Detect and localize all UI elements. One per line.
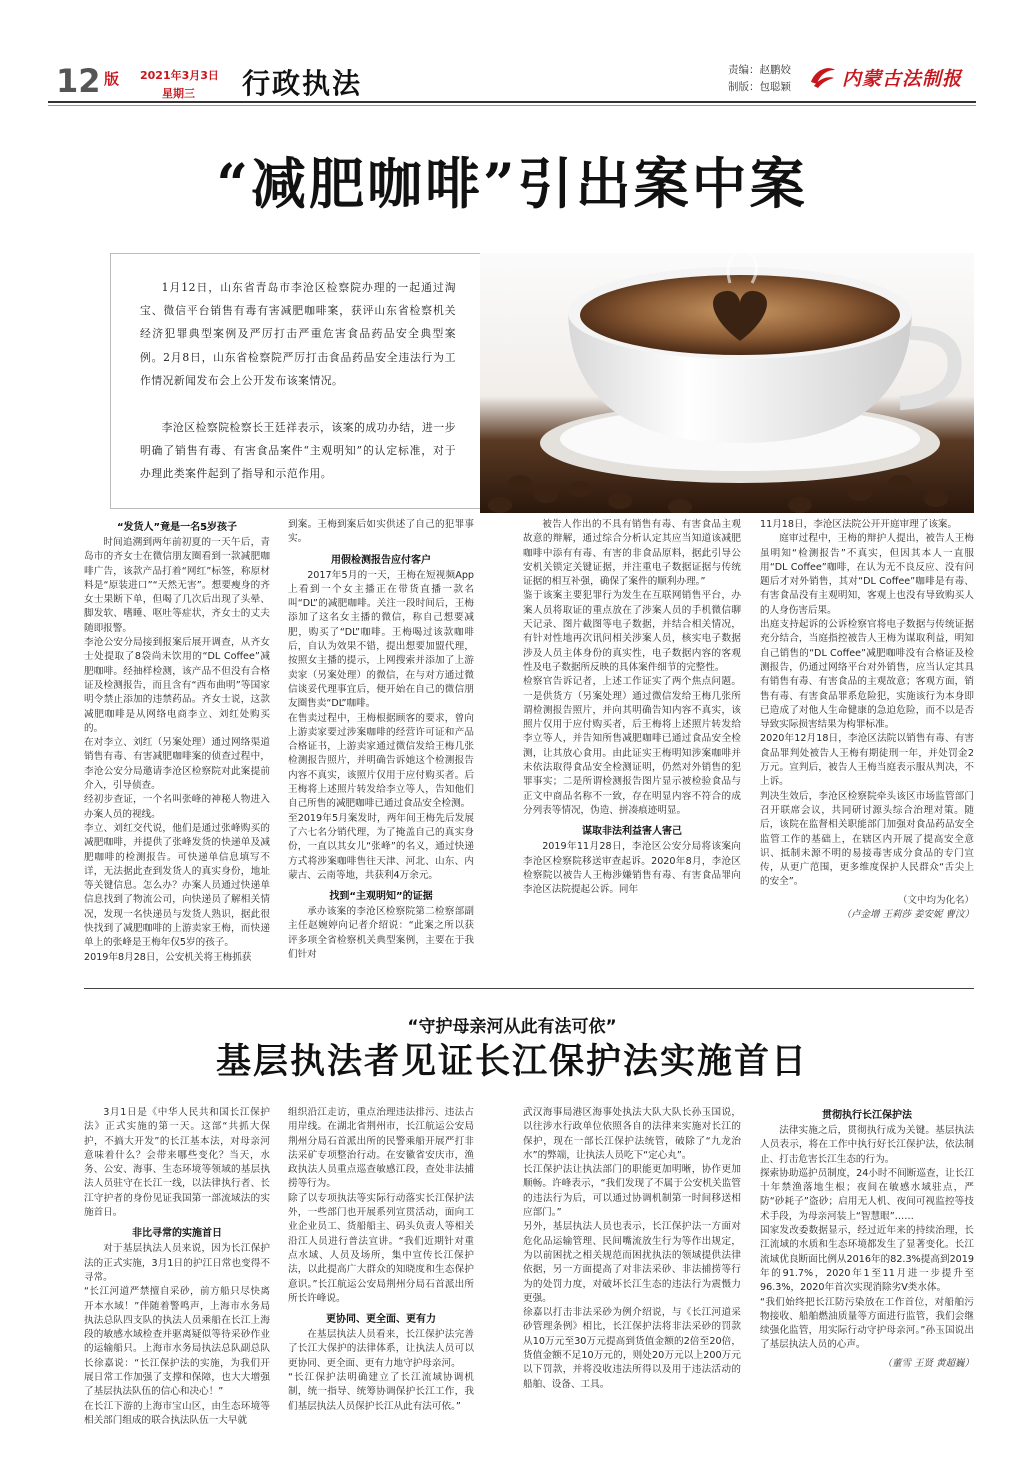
body-text: 对于基层执法人员来说，因为长江保护法的正式实施，3月1日的护江日常也变得不寻常。 “长江河道严禁擅自采砂，前方船只尽快离开本水域！”伴随着警鸣声，上海市水务局执法总队四支队的执法人员乘船在长江上海段的敏感水域检查并驱离疑似等待采砂作业的运输船只。上海市水务局执法总队副总队长徐嘉说：“长江保护法的实施，为我们开展日常工作加强了支撑和保障，也大大增强了基层执法队伍的信心和决心！” 在长江下游的上海市宝山区，由生态环境等相关部门组成的联合执法队伍一大早就 (84, 1243, 270, 1426)
lead-paragraph-1: 1月12日，山东省青岛市李沧区检察院办理的一起通过淘宝、微信平台销售有毒有害减肥咖啡案，获评山东省检察机关经济犯罪典型案例及严厉打击严重危害食品药品安全典型案例。2月8日，山东省检察院严厉打击食品药品安全违法行为工作情况新闻发布会上公开发布该案情况。 (140, 281, 456, 387)
subheading: 非比寻常的实施首日 (132, 1228, 222, 1240)
header-weekday: 星期三 (162, 87, 195, 100)
body-text: 到案。王梅到案后如实供述了自己的犯罪事实。 (288, 519, 474, 545)
body-text: 11月18日，李沧区法院公开开庭审理了该案。 (760, 519, 958, 530)
page-number-suffix: 版 (104, 70, 120, 88)
article1-column-1 (84, 518, 270, 972)
header-rule-thin (48, 105, 976, 106)
header-producer: 制版：包聪颖 (728, 81, 791, 93)
article2-column-2 (288, 1106, 474, 1444)
subheading: 谋取非法利益害人害己 (582, 826, 682, 838)
article2-title: 基层执法者见证长江保护法实施首日 (215, 1041, 808, 1082)
body-text: 2017年5月的一天，王梅在短视频App上看到一个女主播正在带货直播一款名叫“DL”的减肥咖啡。关注一段时间后，王梅添加了这名女主播的微信，称自己想要减肥，购买了“DL”咖啡。王梅喝过该款咖啡后，自认为效果不错，提出想要加盟代理，按照女主播的提示，上网搜索并添加了上游卖家（另案处理）的微信，在与对方通过微信谈妥代理事宜后，便开始在自己的微信朋友圈售卖“DL”咖啡。 在售卖过程中，王梅根据顾客的要求，曾向上游卖家要过涉案咖啡的经营许可证和产品合格证书，上游卖家通过微信发给王梅几张检测报告照片，并明确告诉她这个检测报告内容不真实，该照片仅用于应付购买者。后王梅将上述照片转发给李立等人，告知他们自己所售的减肥咖啡已通过食品安全检测。 至2019年5月案发时，两年间王梅先后发展了六七名分销代理，为了掩盖自己的真实身份，一直以其女儿“张峰”的名义，通过快递方式将涉案咖啡售往天津、河北、山东、内蒙古、云南等地，共获利4万余元。 (288, 569, 474, 881)
subheading: 找到“主观明知”的证据 (329, 891, 433, 903)
body-text: 武汉海事局港区海事处执法大队大队长孙玉国说，以往涉水行政单位依照各自的法律来实施对长江的保护，现在一部长江保护法统管，破除了“九龙治水”的弊端，让执法人员吃下“定心丸”。 长江保护法让执法部门的职能更加明晰，协作更加顺畅。许峰表示，“我们发现了不属于公安机关监管的违法行为后，可以通过协调机制第一时间移送相应部门。” 另外，基层执法人员也表示，长江保护法一方面对危化品运输管理、民间嘴流放生行为等作出规定，为以前困扰之相关规范而困扰执法的领域提供法律依据，另一方面提高了对非法采砂、非法捕捞等行为的处罚力度，对破坏长江生态的违法行为震慑力更强。 徐嘉以打击非法采砂为例介绍说，与《长江河道采砂管理条例》相比，长江保护法将非法采砂的罚款从10万元至30万元提高到货值金额的2倍至20倍，货值金额不足10万元的，则处20万元以上200万元以下罚款，并将没收违法所得以及用于违法活动的船舶、设备、工具。 (523, 1107, 741, 1390)
article1-column-3 (523, 518, 741, 972)
article2-kicker: “守护母亲河从此有法可依” (407, 1017, 617, 1037)
subheading: 更协同、更全面、更有力 (326, 1314, 436, 1326)
header-date: 2021年3月3日 (140, 69, 219, 82)
article2-byline: （董雪 王贤 黄超巍） (882, 1357, 974, 1369)
body-text: 时间追溯到两年前初夏的一天午后，青岛市的齐女士在微信朋友圈看到一款减肥咖啡广告，该款产品打着“网红”标签，称原材料是“原装进口”“天然无害”。想要瘦身的齐女士果断下单，但喝了几次后出现了头晕、脚发软、嗜睡、呕吐等症状，齐女士的丈夫随即报警。 李沧公安分局接到报案后展开调查，从齐女士处提取了8袋尚未饮用的“DL Coffee”减肥咖啡。经抽样检测，该产品不但没有合格证及检测报告，而且含有“西布曲明”等国家明令禁止添加的违禁药品。齐女士说，这款减肥咖啡是从网络电商李立、刘红处购买的。 在对李立、刘红（另案处理）通过网络渠道销售有毒、有害减肥咖啡案的侦查过程中，李沧公安分局邀请李沧区检察院对此案提前介入，引导侦查。 经初步查证，一个名叫张峰的神秘人物进入办案人员的视线。 李立、刘红交代说，他们是通过张峰购买的减肥咖啡，并提供了张峰发货的快递单及减肥咖啡的检测报告。可快递单信息填写不详，无法据此查到发货人的真实身份，地址等关键信息。怎么办？办案人员通过快递单信息找到了物流公司，向快递员了解相关情况，发现一名快递员与发货人熟识，据此很快找到了减肥咖啡的上游卖家王梅，而快递单上的张峰是王梅年仅5岁的孩子。 2019年8月28日，公安机关将王梅抓获 (84, 537, 270, 963)
body-text: 法律实施之后，贯彻执行成为关键。基层执法人员表示，将在工作中执行好长江保护法，依法制止、打击危害长江生态的行为。 探索协助巡护员制度，24小时不间断巡查，让长江十年禁渔落地生根；夜间在敏感水域驻点，严防“砂耗子”盗砂；启用无人机、夜间可视监控等技术手段，为母亲河装上“智慧眼”…… 国家发改委数据显示，经过近年来的持续治理，长江流域的水质和生态环境都发生了显著变化。长江流域优良断面比例从2016年的82.3%提高到2019年的91.7%，2020年1至11月进一步提升至96.3%，2020年首次实现消除劣V类水体。 “我们始终把长江防污染放在工作首位，对船舶污物接收、船舶燃油质量等方面进行监管，我们会继续强化监管，用实际行动守护母亲河。”孙玉国说出了基层执法人员的心声。 (760, 1125, 974, 1351)
coffee-cup-photo (480, 253, 974, 513)
subheading: 贯彻执行长江保护法 (822, 1110, 912, 1121)
header-editor: 责编：赵鹏姣 (728, 64, 791, 76)
body-text: 在基层执法人员看来，长江保护法完善了长江大保护的法律体系，让执法人员可以更协同、更全面、更有力地守护母亲河。 “长江保护法明确建立了长江流域协调机制，统一指导、统筹协调保护长江工作，我们基层执法人员保护长江从此有法可依。” (288, 1329, 474, 1412)
article1-column-2 (288, 518, 474, 972)
newspaper-logo (808, 62, 962, 92)
page-number: 12 (56, 62, 101, 100)
article2-column-3 (523, 1106, 741, 1444)
body-text: 庭审过程中，王梅的辩护人提出，被告人王梅虽明知“检测报告”不真实，但因其本人一直服用“DL Coffee”咖啡，在认为无不良反应、没有问题后才对外销售，其对“DL Coffee”咖啡是有毒、有害食品没有主观明知，客观上也没有导致购买人的人身伤害后果。 出庭支持起诉的公诉检察官将电子数据与传统证据充分结合，当庭指控被告人王梅为谋取利益，明知自己销售的“DL Coffee”减肥咖啡没有合格证及检测报告，仍通过网络平台对外销售，应当认定其具有销售有毒、有害食品的主观故意；客观方面，销售有毒、有害食品罪系危险犯，实施该行为本身即已造成了对他人生命健康的急迫危险，而不以是否导致实际损害结果为构罪标准。 2020年12月18日，李沧区法院以销售有毒、有害食品罪判处被告人王梅有期徒刑一年，并处罚金2万元。宣判后，被告人王梅当庭表示服从判决，不上诉。 判决生效后，李沧区检察院牵头该区市场监管部门召开联席会议，共同研讨源头综合治理对策。随后，该院在监督相关职能部门加强对食品药品安全监管工作的基础上，在辖区内开展了提高安全意识、抵制未源不明的易接毒害成分食品的专门宣传，从更广范围，更多维度保护人民群众“舌尖上的安全”。 (760, 533, 974, 888)
body-text: 组织沿江走访，重点治理违法排污、违法占用岸线。在湖北省荆州市，长江航运公安局荆州分局石首派出所的民警乘船开展严打非法采矿专项整治行动。在安徽省安庆市，渔政执法人员重点巡查敏感江段，查处非法捕捞等行为。 除了以专项执法等实际行动落实长江保护法外，一些部门也开展系列宣贯活动，面向工业企业员工、货船船主、码头负责人等相关沿江人员进行普法宣讲。“我们近期针对重点水域、人员及场所，集中宣传长江保护法，以此提高广大群众的知晓度和生态保护意识。”长江航运公安局荆州分局石首派出所所长许峰说。 (288, 1107, 474, 1304)
article-separator (84, 988, 974, 989)
subheading: “发货人”竟是一名5岁孩子 (116, 522, 238, 533)
body-text: 2019年11月28日，李沧区公安分局将该案向李沧区检察院移送审查起诉。2020年8月，李沧区检察院以被告人王梅涉嫌销售有毒、有害食品罪向李沧区法院提起公诉。同年 (523, 841, 741, 896)
pseudonym-note: （文中均为化名） (897, 894, 974, 906)
subheading: 用假检测报告应付客户 (331, 554, 431, 566)
article1-title: “减肥咖啡”引出案中案 (216, 151, 808, 216)
header-rule (48, 101, 976, 103)
article1-byline: （卢金增 王莉莎 姜安妮 曹汶） (841, 908, 974, 920)
body-text: 3月1日是《中华人民共和国长江保护法》正式实施的第一天。这部“共抓大保护，不搞大开发”的长江基本法，对母亲河意味着什么？会带来哪些变化？当天，水务、公安、海事、生态环境等领域的基层执法人员驻守在长江一线，以法律执行者、长江守护者的身份见证我国第一部流域法的实施首日。 (84, 1107, 270, 1219)
article2-column-1 (84, 1106, 270, 1444)
newspaper-name: 内蒙古法制报 (842, 67, 963, 90)
body-text: 承办该案的李沧区检察院第二检察部副主任赵婉婷向记者介绍说：“此案之所以获评多项全省检察机关典型案例，主要在于我们针对 (288, 906, 474, 961)
lead-paragraph-2: 李沧区检察院检察长王廷祥表示，该案的成功办结，进一步明确了销售有毒、有害食品案件“主观明知”的认定标准，对于办理此类案件起到了指导和示范作用。 (140, 421, 456, 481)
article2-column-4 (760, 1106, 974, 1444)
page-number-box (48, 64, 126, 98)
body-text: 被告人作出的不具有销售有毒、有害食品主观故意的辩解，通过综合分析认定其应当知道该减肥咖啡中添有有毒、有害的非食品原料，据此引导公安机关锁定关键证据，并注重电子数据证据与传统证据的相互补强，确保了案件的顺利办理。” 鉴于该案主要犯罪行为发生在互联网销售平台，办案人员将取证的重点放在了涉案人员的手机微信聊天记录、图片截图等电子数据，并结合相关情况，有针对性地再次讯问相关涉案人员，核实电子数据涉及人员主体身份的真实性，电子数据内容的客观性及电子数据所反映的具体案件细节的完整性。 检察官告诉记者，上述工作证实了两个焦点问题。一是供货方（另案处理）通过微信发给王梅几张所谓检测报告照片，并向其明确告知内容不真实，该照片仅用于应付购买者，后王梅将上述照片转发给李立等人，并告知所售减肥咖啡已通过食品安全检测，让其放心食用。由此证实王梅明知涉案咖啡并未依法取得食品安全检测证明，仍然对外销售的犯罪事实；二是所谓检测报告图片显示被检验食品与正文中商品名称不一致，存在明显内容不符合的成分列表等情况，伪造、拼凑痕迹明显。 (523, 519, 741, 816)
article1-column-4 (760, 518, 974, 972)
section-title: 行政执法 (242, 67, 363, 100)
logo-emblem-icon (808, 64, 838, 90)
